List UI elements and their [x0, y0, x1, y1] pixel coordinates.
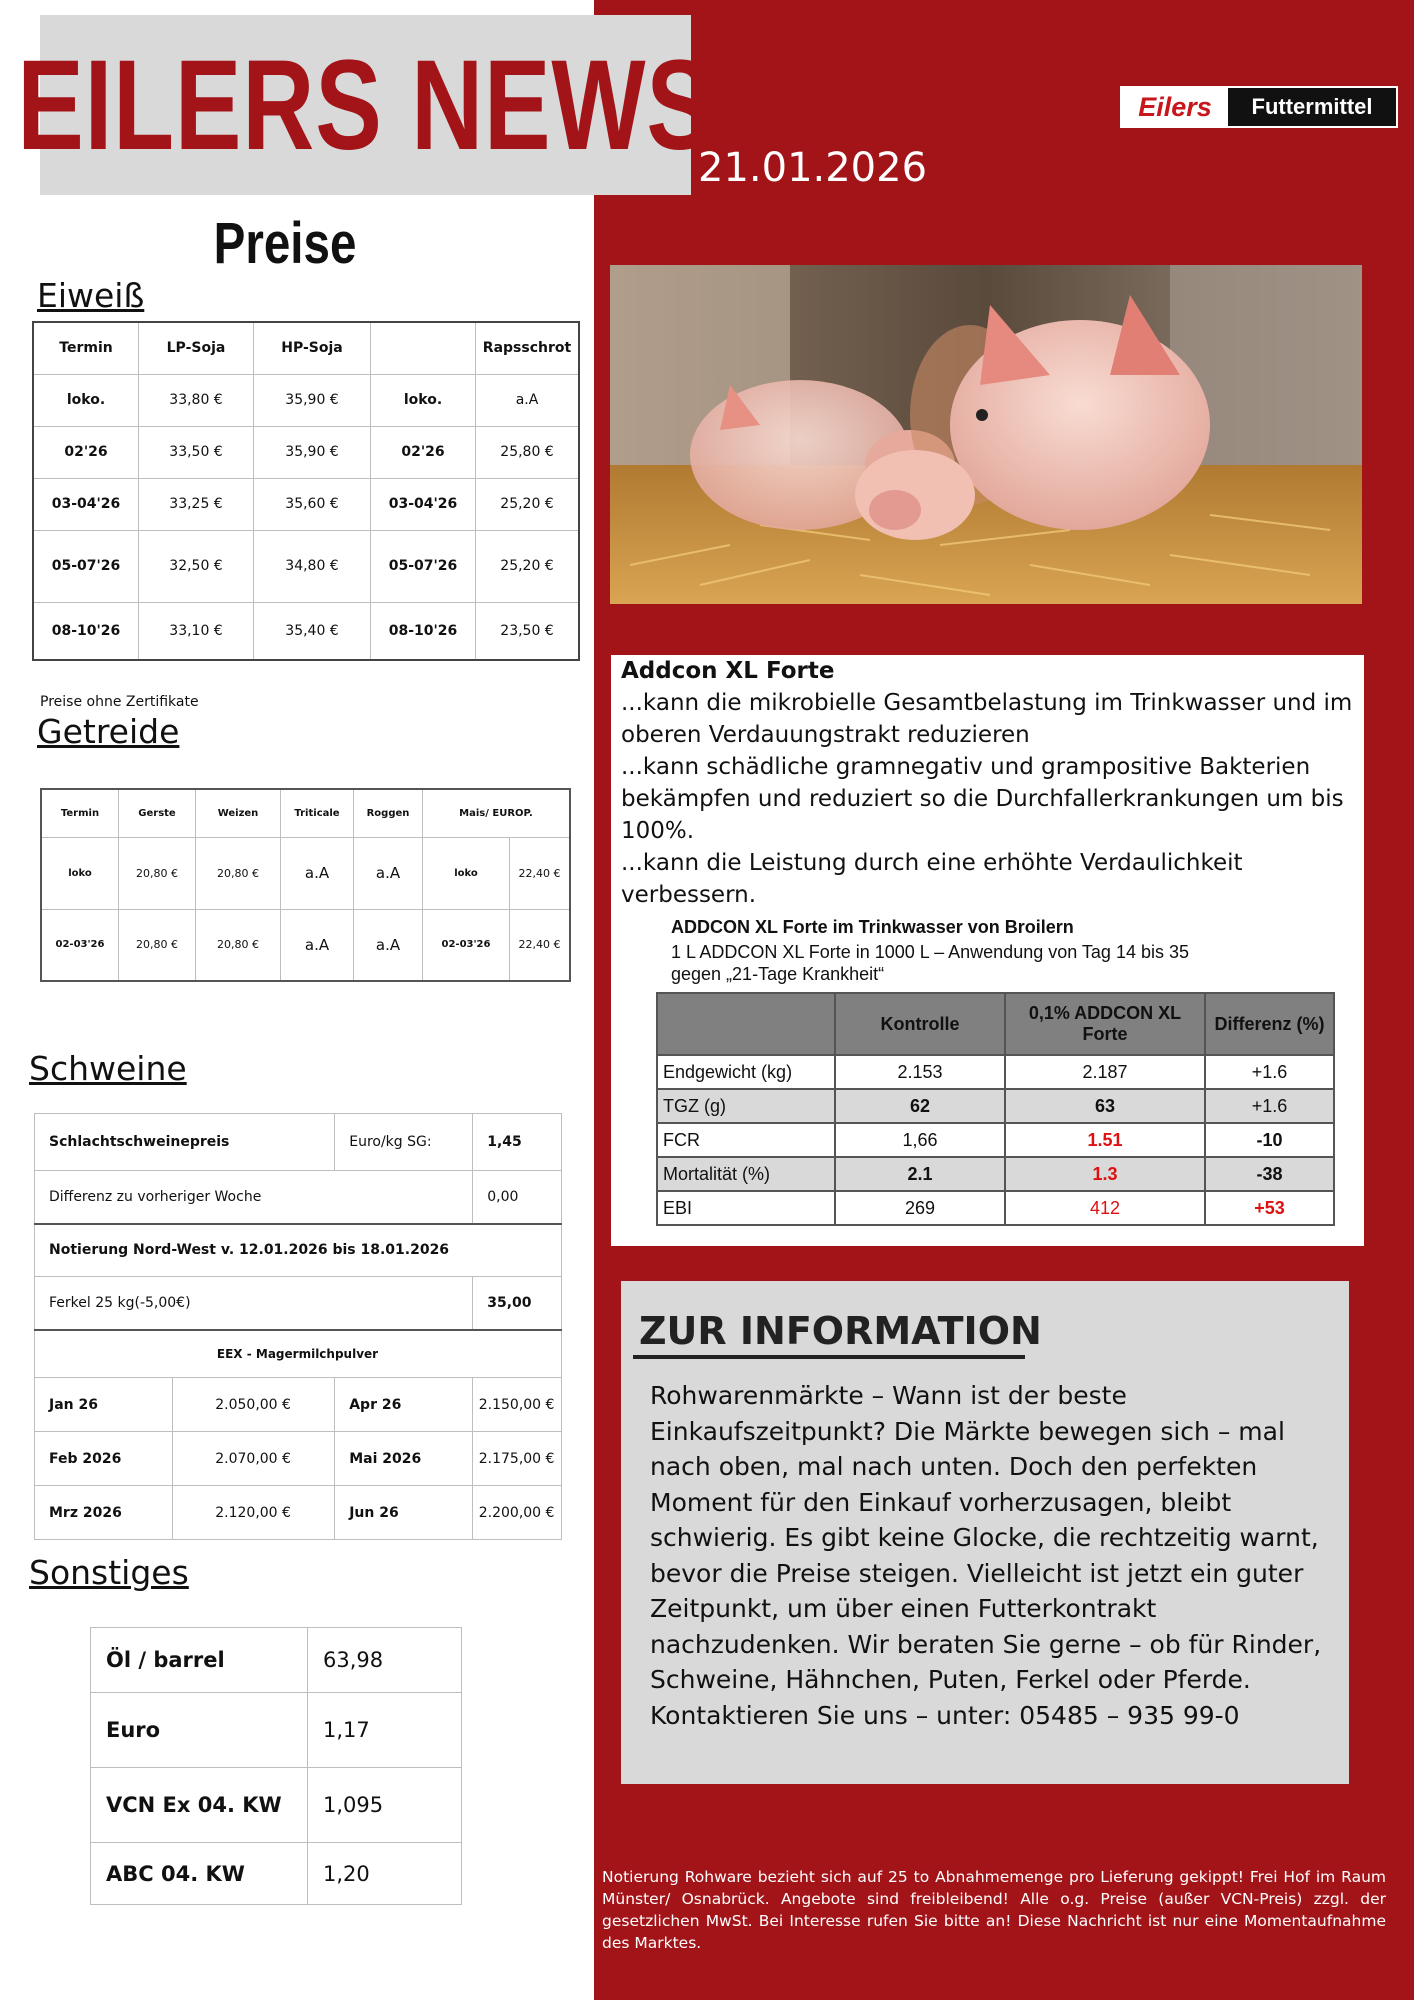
table-row — [91, 1693, 462, 1768]
header-cell — [371, 322, 476, 374]
cell: a.A — [476, 374, 580, 426]
cell: +1.6 — [1205, 1089, 1334, 1123]
misc-price-table — [90, 1627, 462, 1905]
difference-label: Differenz zu vorheriger Woche — [35, 1171, 473, 1224]
cell: 35,90 € — [254, 374, 371, 426]
cell: 2.120,00 € — [173, 1486, 335, 1540]
header-cell: Kontrolle — [835, 993, 1005, 1055]
cell: 33,25 € — [139, 478, 254, 530]
cell: a.A — [354, 909, 423, 981]
cell: Öl / barrel — [91, 1628, 308, 1693]
piglets-photo — [610, 265, 1362, 604]
cell: 34,80 € — [254, 530, 371, 602]
cell: 63 — [1005, 1089, 1205, 1123]
listing-period: Notierung Nord-West v. 12.01.2026 bis 18.01.2026 — [35, 1224, 562, 1277]
table-row — [33, 374, 579, 426]
cell: 20,80 € — [119, 837, 196, 909]
header-cell: Triticale — [281, 789, 354, 837]
information-text: Rohwarenmärkte – Wann ist der beste Einkaufszeitpunkt? Die Märkte bewegen sich – mal nach oben, mal nach unten. Doch den perfekten Moment für den Einkauf vorherzusagen, bleibt schwierig. Es gibt keine Glocke, die rechtzeitig warnt, bevor die Preise steigen. Vielleicht ist jetzt ein guter Zeitpunkt, um über einen Futterkontrakt nachzudenken. Wir beraten Sie gerne – ob für Rinder, Schweine, Hähnchen, Puten, Ferkel oder Pferde. Kontaktieren Sie uns – unter: 05485 – 935 99-0 — [650, 1381, 1322, 1730]
table-row — [35, 1224, 562, 1277]
cell: 62 — [835, 1089, 1005, 1123]
header-cell: Differenz (%) — [1205, 993, 1334, 1055]
table-row — [33, 478, 579, 530]
header-cell: HP-Soja — [254, 322, 371, 374]
cell: 2.1 — [835, 1157, 1005, 1191]
issue-date: 21.01.2026 — [698, 145, 928, 191]
cell: 2.200,00 € — [473, 1486, 562, 1540]
cell: 32,50 € — [139, 530, 254, 602]
table-row — [33, 426, 579, 478]
logo-futtermittel: Futtermittel — [1251, 94, 1373, 119]
table-row — [657, 1123, 1334, 1157]
cell: Mrz 2026 — [35, 1486, 173, 1540]
cell: 33,80 € — [139, 374, 254, 426]
newsletter-title: EILERS NEWS — [17, 33, 714, 177]
table-row — [35, 1378, 562, 1432]
cell: 20,80 € — [196, 837, 281, 909]
cell: 2.070,00 € — [173, 1432, 335, 1486]
cell: Feb 2026 — [35, 1432, 173, 1486]
table-row — [657, 1191, 1334, 1225]
piglet-label: Ferkel 25 kg(-5,00€) — [35, 1277, 473, 1330]
cell: 02-03'26 — [41, 909, 119, 981]
cell: 2.187 — [1005, 1055, 1205, 1089]
cell: 2.175,00 € — [473, 1432, 562, 1486]
cell: 02'26 — [371, 426, 476, 478]
cell: 22,40 € — [510, 909, 571, 981]
cell: TGZ (g) — [657, 1089, 835, 1123]
study-title: ADDCON XL Forte im Trinkwasser von Broilern — [671, 917, 1074, 937]
table-row — [91, 1843, 462, 1905]
disclaimer-text: Notierung Rohware bezieht sich auf 25 to Abnahmemenge pro Lieferung gekippt! Frei Hof im Raum Münster/ Osnabrück. Angebote sind freibleibend! Alle o.g. Preise (außer VCN-Preis) zzgl. der gesetzlichen MwSt. Bei Interesse rufen Sie bitte an! Diese Nachricht ist nur eine Momentaufnahme des Marktes. — [602, 1868, 1386, 1952]
table-row — [91, 1628, 462, 1693]
cell: 412 — [1005, 1191, 1205, 1225]
cell: a.A — [281, 909, 354, 981]
grain-price-table — [40, 788, 571, 982]
heading-underline — [633, 1355, 1025, 1359]
cell: 03-04'26 — [33, 478, 139, 530]
header-cell: Termin — [33, 322, 139, 374]
table-row — [657, 1089, 1334, 1123]
cell: Jun 26 — [335, 1486, 473, 1540]
cell: 20,80 € — [196, 909, 281, 981]
product-info-box — [611, 655, 1364, 1246]
cell: 2.050,00 € — [173, 1378, 335, 1432]
header-cell: Termin — [41, 789, 119, 837]
header-cell — [657, 993, 835, 1055]
cell: 08-10'26 — [371, 602, 476, 660]
study-results-table — [656, 992, 1335, 1226]
cell: Endgewicht (kg) — [657, 1055, 835, 1089]
cell: VCN Ex 04. KW — [91, 1768, 308, 1843]
table-header-row — [657, 993, 1334, 1055]
cell: ABC 04. KW — [91, 1843, 308, 1905]
product-description — [621, 655, 1356, 911]
prices-heading: Preise — [213, 211, 357, 276]
difference-value: 0,00 — [473, 1171, 562, 1224]
table-row — [657, 1055, 1334, 1089]
section-heading-sonstiges: Sonstiges — [29, 1553, 189, 1592]
cell: 02'26 — [33, 426, 139, 478]
cell: loko — [423, 837, 510, 909]
eex-heading: EEX - Magermilchpulver — [35, 1330, 562, 1378]
information-heading: ZUR INFORMATION — [639, 1309, 1042, 1353]
certificate-note: Preise ohne Zertifikate — [40, 694, 199, 710]
cell: 1,095 — [308, 1768, 462, 1843]
table-row — [41, 837, 570, 909]
cell: 2.153 — [835, 1055, 1005, 1089]
table-row — [35, 1171, 562, 1224]
cell: 22,40 € — [510, 837, 571, 909]
cell: 25,20 € — [476, 530, 580, 602]
cell: 20,80 € — [119, 909, 196, 981]
header-cell: Rapsschrot — [476, 322, 580, 374]
cell: 1,17 — [308, 1693, 462, 1768]
cell: FCR — [657, 1123, 835, 1157]
cell: 08-10'26 — [33, 602, 139, 660]
cell: 1.3 — [1005, 1157, 1205, 1191]
cell: Jan 26 — [35, 1378, 173, 1432]
cell: a.A — [281, 837, 354, 909]
table-header-row — [33, 322, 579, 374]
benefit-2: ...kann schädliche gramnegativ und grampositive Bakterien bekämpfen und reduziert so die Durchfallerkrankungen um bis 100%. — [621, 754, 1344, 844]
cell: 02-03'26 — [423, 909, 510, 981]
header-cell: Gerste — [119, 789, 196, 837]
header-cell: Roggen — [354, 789, 423, 837]
study-subtitle-line-1: 1 L ADDCON XL Forte in 1000 L – Anwendung von Tag 14 bis 35 — [671, 942, 1190, 962]
header-cell: 0,1% ADDCON XL Forte — [1005, 993, 1205, 1055]
cell: loko. — [33, 374, 139, 426]
table-row — [35, 1432, 562, 1486]
cell: 2.150,00 € — [473, 1378, 562, 1432]
logo-eilers: Eilers — [1122, 88, 1228, 126]
header-cell: Weizen — [196, 789, 281, 837]
information-box — [621, 1281, 1349, 1784]
cell: 35,40 € — [254, 602, 371, 660]
cell: Mai 2026 — [335, 1432, 473, 1486]
table-row — [35, 1330, 562, 1378]
protein-price-table — [32, 321, 580, 661]
cell: 1.51 — [1005, 1123, 1205, 1157]
header-cell: Mais/ EUROP. — [423, 789, 571, 837]
cell: 33,50 € — [139, 426, 254, 478]
section-heading-getreide: Getreide — [37, 712, 180, 751]
cell: EBI — [657, 1191, 835, 1225]
cell: 05-07'26 — [371, 530, 476, 602]
title-banner — [17, 15, 714, 195]
cell: -10 — [1205, 1123, 1334, 1157]
table-row — [33, 602, 579, 660]
company-logo — [1120, 86, 1398, 128]
cell: loko — [41, 837, 119, 909]
table-row — [35, 1486, 562, 1540]
benefit-1: ...kann die mikrobielle Gesamtbelastung im Trinkwasser und im oberen Verdauungstrakt reduzieren — [621, 690, 1353, 748]
cell: +1.6 — [1205, 1055, 1334, 1089]
table-row — [33, 530, 579, 602]
cell: 269 — [835, 1191, 1005, 1225]
product-title: Addcon XL Forte — [621, 658, 835, 684]
cell: 25,20 € — [476, 478, 580, 530]
pig-price-table — [34, 1113, 562, 1540]
benefit-3: ...kann die Leistung durch eine erhöhte Verdaulichkeit verbessern. — [621, 850, 1243, 908]
piglet-value: 35,00 — [473, 1277, 562, 1330]
study-subtitle — [671, 941, 1271, 985]
cell: 63,98 — [308, 1628, 462, 1693]
study-subtitle-line-2: gegen „21-Tage Krankheit“ — [671, 964, 885, 984]
slaughter-pig-price-value: 1,45 — [473, 1114, 562, 1171]
cell: +53 — [1205, 1191, 1334, 1225]
cell: -38 — [1205, 1157, 1334, 1191]
cell: 23,50 € — [476, 602, 580, 660]
piglets-illustration — [610, 265, 1362, 604]
table-row — [35, 1114, 562, 1171]
cell: Euro — [91, 1693, 308, 1768]
cell: 03-04'26 — [371, 478, 476, 530]
table-row — [35, 1277, 562, 1330]
table-row — [91, 1768, 462, 1843]
header-cell: LP-Soja — [139, 322, 254, 374]
cell: Apr 26 — [335, 1378, 473, 1432]
cell: Mortalität (%) — [657, 1157, 835, 1191]
section-heading-eiweiss: Eiweiß — [37, 276, 145, 315]
table-header-row — [41, 789, 570, 837]
cell: 33,10 € — [139, 602, 254, 660]
cell: loko. — [371, 374, 476, 426]
cell: a.A — [354, 837, 423, 909]
cell: 1,66 — [835, 1123, 1005, 1157]
table-row — [41, 909, 570, 981]
cell: 25,80 € — [476, 426, 580, 478]
slaughter-pig-price-label: Schlachtschweinepreis — [35, 1114, 335, 1171]
table-row — [657, 1157, 1334, 1191]
cell: 05-07'26 — [33, 530, 139, 602]
cell: 35,60 € — [254, 478, 371, 530]
cell: 1,20 — [308, 1843, 462, 1905]
section-heading-schweine: Schweine — [29, 1049, 187, 1088]
cell: 35,90 € — [254, 426, 371, 478]
unit-label: Euro/kg SG: — [335, 1114, 473, 1171]
